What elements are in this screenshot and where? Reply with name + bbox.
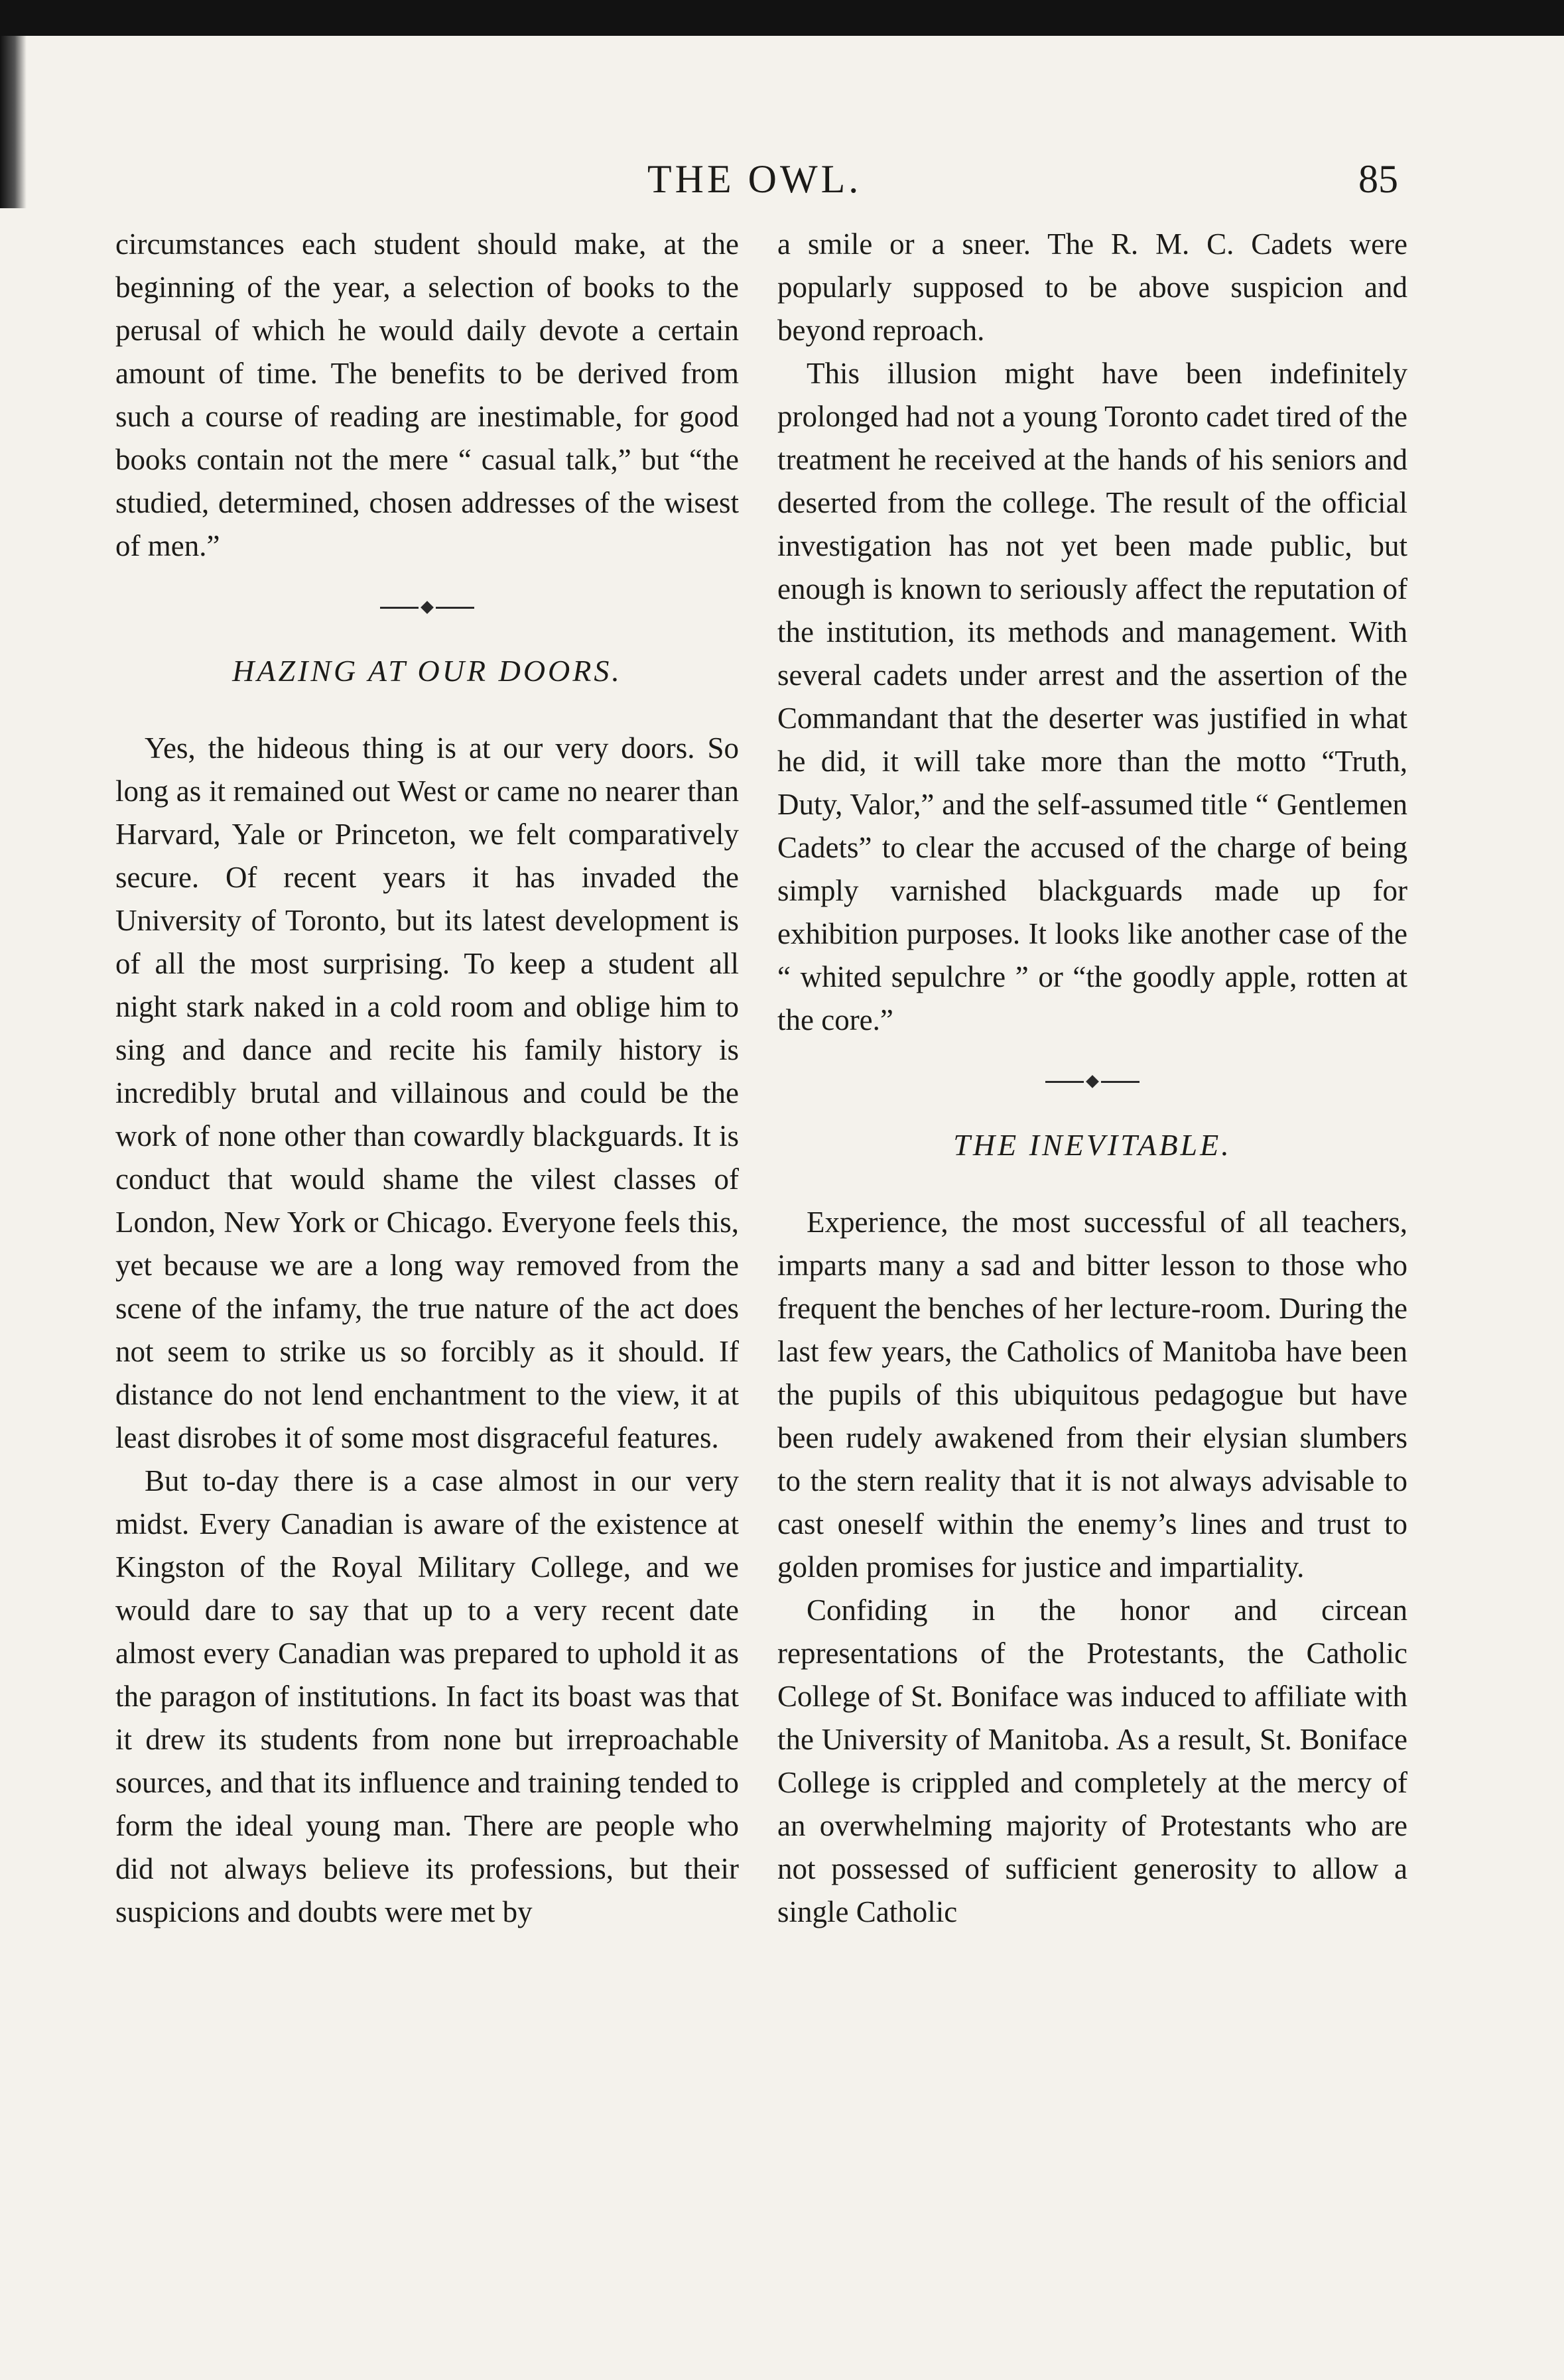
running-head: THE OWL. xyxy=(647,157,862,201)
article-paragraph: This illusion might have been indefinitely prolonged had not a young Toronto cadet tired of the treatment he received at the hands of his seniors and deserted from the college. The result of the official investigation has not yet been made public, but enough is known to seriously affect the reputation of the institution, its methods and management. With several cadets under arrest and the assertion of the Commandant that the deserter was justified in what he did, it will take more than the motto “Truth, Duty, Valor,” and the self-assumed title “ Gentlemen Cadets” to clear the accused of the charge of being simply varnished blackguards made up for exhibition purposes. It looks like another case of the “ whited sepulchre ” or “the goodly apple, rotten at the core.” xyxy=(777,357,1407,1036)
section-divider xyxy=(115,568,739,647)
right-column xyxy=(777,223,1407,1934)
continuation-paragraph: a smile or a sneer. The R. M. C. Cadets were popularly supposed to be above suspicion and beyond reproach. xyxy=(777,227,1407,347)
intro-paragraph: circumstances each student should make, at the beginning of the year, a selection of books to the perusal of which he would daily devote a certain amount of time. The benefits to be derived from such a course of reading are inestimable, for good books contain not the mere “ casual talk,” but “the studied, determined, chosen addresses of the wisest of men.” xyxy=(115,227,739,562)
article-paragraph: But to-day there is a case almost in our very midst. Every Canadian is aware of the existence at Kingston of the Royal Military College, and we would dare to say that up to a very recent date almost every Canadian was prepared to uphold it as the paragon of institutions. In fact its boast was that it drew its students from none but irreproachable sources, and that its influence and training tended to form the ideal young man. There are people who did not always believe its professions, but their suspicions and doubts were met by xyxy=(115,1464,739,1928)
section-divider xyxy=(777,1042,1407,1121)
diamond-ornament-icon xyxy=(1086,1075,1099,1088)
article-paragraph: Yes, the hideous thing is at our very doors. So long as it remained out West or came no nearer than Harvard, Yale or Princeton, we felt comparatively secure. Of recent years it has invaded the University of Toronto, but its latest development is of all the most surprising. To keep a student all night stark naked in a cold room and oblige him to sing and dance and recite his family history is incredibly brutal and villainous and could be the work of none other than cowardly blackguards. It is conduct that would shame the vilest classes of London, New York or Chicago. Everyone feels this, yet because we are a long way removed from the scene of the infamy, the true nature of the act does not seem to strike us so forcibly as it should. If distance do not lend enchantment to the view, it at least disrobes it of some most disgraceful features. xyxy=(115,731,739,1454)
page-number: 85 xyxy=(1358,157,1398,201)
article-title-inevitable: THE INEVITABLE. xyxy=(953,1128,1232,1162)
scan-border-left xyxy=(0,36,27,208)
article-paragraph: Confiding in the honor and circean representations of the Protestants, the Catholic College of St. Boniface was induced to affiliate with the University of Manitoba. As a result, St. Boniface College is crippled and completely at the mercy of an overwhelming majority of Protestants who are not possessed of sufficient generosity to allow a single Catholic xyxy=(777,1594,1407,1928)
article-title-hazing: HAZING AT OUR DOORS. xyxy=(232,654,622,688)
diamond-ornament-icon xyxy=(421,601,434,614)
article-paragraph: Experience, the most successful of all teachers, imparts many a sad and bitter lesson to those who frequent the benches of her lecture-room. During the last few years, the Catholics of Manitoba have been the pupils of this ubiquitous pedagogue but have been rudely awakened from their elysian slumbers to the stern reality that it is not always advisable to cast oneself within the enemy’s lines and trust to golden promises for justice and impartiality. xyxy=(777,1206,1407,1584)
scan-border-top xyxy=(0,0,1564,36)
left-column xyxy=(115,223,739,1934)
